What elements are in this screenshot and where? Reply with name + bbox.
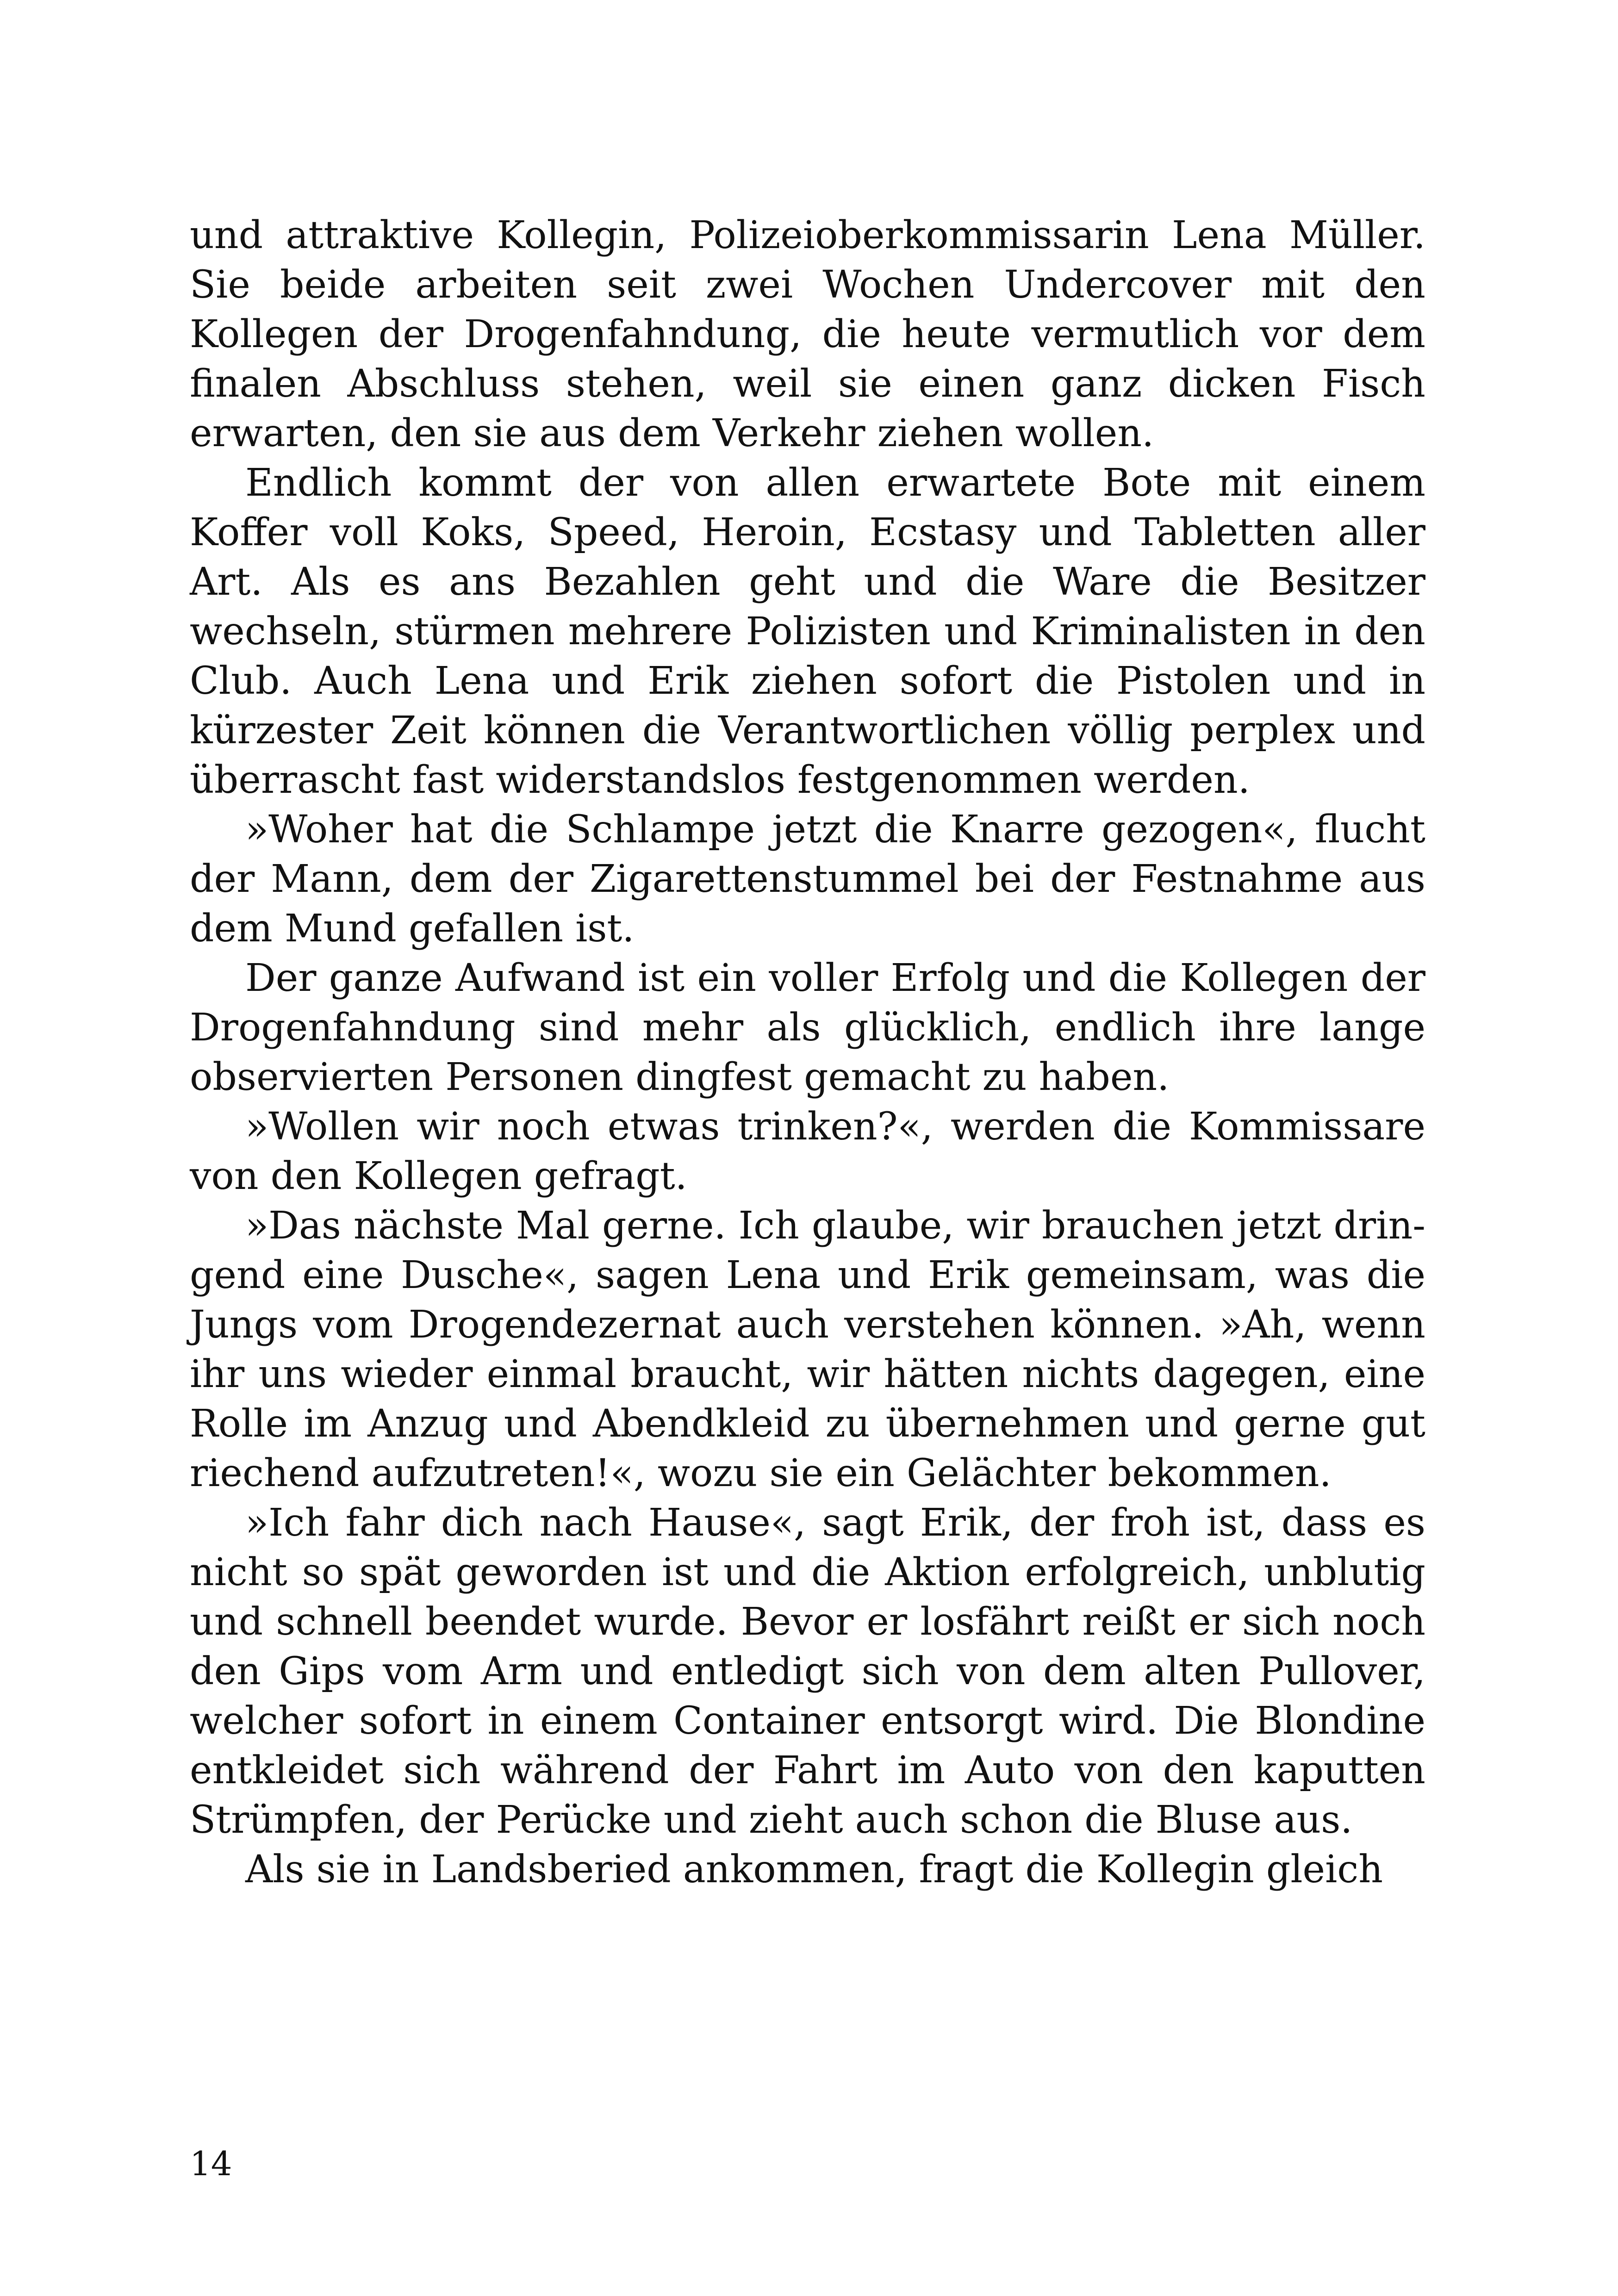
page-number: 14 bbox=[190, 2144, 232, 2183]
paragraph-5: »Wollen wir noch etwas trinken?«, werden die Kommissare von den Kollegen gefragt. bbox=[190, 1105, 1425, 1198]
page-body bbox=[190, 211, 1425, 1894]
paragraph-2: Endlich kommt der von allen erwartete Bote mit einem Koffer voll Koks, Speed, Heroin, Ecstasy und Tabletten aller Art. Als es ans Bezahlen geht und die Ware die Besitzer wechseln, stürmen mehrere Polizisten und Kriminalisten in den Club. Auch Lena und Erik ziehen sofort die Pistolen und in kürzester Zeit können die Verantwortlichen völlig perplex und überrascht fast widerstandslos festgenommen werden. bbox=[190, 461, 1425, 802]
paragraph-1: und attraktive Kollegin, Polizeioberkommissarin Lena Müller. Sie beide arbeiten seit zwei Wochen Undercover mit den Kollegen der Drogenfahndung, die heute vermutlich vor dem finalen Abschluss stehen, weil sie einen ganz dicken Fisch erwarten, den sie aus dem Verkehr ziehen wollen. bbox=[190, 213, 1425, 455]
paragraph-4: Der ganze Aufwand ist ein voller Erfolg und die Kollegen der Drogenfahndung sind mehr als glücklich, endlich ihre lange observierten Personen dingfest gemacht zu haben. bbox=[190, 956, 1425, 1099]
paragraph-3: »Woher hat die Schlampe jetzt die Knarre gezogen«, flucht der Mann, dem der Zigarettenstummel bei der Festnahme aus dem Mund gefallen ist. bbox=[190, 808, 1425, 951]
paragraph-6: »Das nächste Mal gerne. Ich glaube, wir brauchen jetzt dringend eine Dusche«, sagen Lena und Erik gemeinsam, was die Jungs vom Drogendezernat auch verstehen können. »Ah, wenn ihr uns wieder einmal braucht, wir hätten nichts dagegen, eine Rolle im Anzug und Abendkleid zu übernehmen und gerne gut riechend aufzutreten!«, wozu sie ein Gelächter bekommen. bbox=[190, 1204, 1425, 1495]
paragraph-7: »Ich fahr dich nach Hause«, sagt Erik, der froh ist, dass es nicht so spät geworden ist und die Aktion erfolgreich, unblutig und schnell beendet wurde. Bevor er losfährt reißt er sich noch den Gips vom Arm und entledigt sich von dem alten Pullover, welcher sofort in einem Container entsorgt wird. Die Blondine entkleidet sich während der Fahrt im Auto von den kaputten Strümpfen, der Perücke und zieht auch schon die Bluse aus. bbox=[190, 1501, 1425, 1842]
paragraph-8: Als sie in Landsberied ankommen, fragt die Kollegin gleich bbox=[245, 1848, 1383, 1892]
